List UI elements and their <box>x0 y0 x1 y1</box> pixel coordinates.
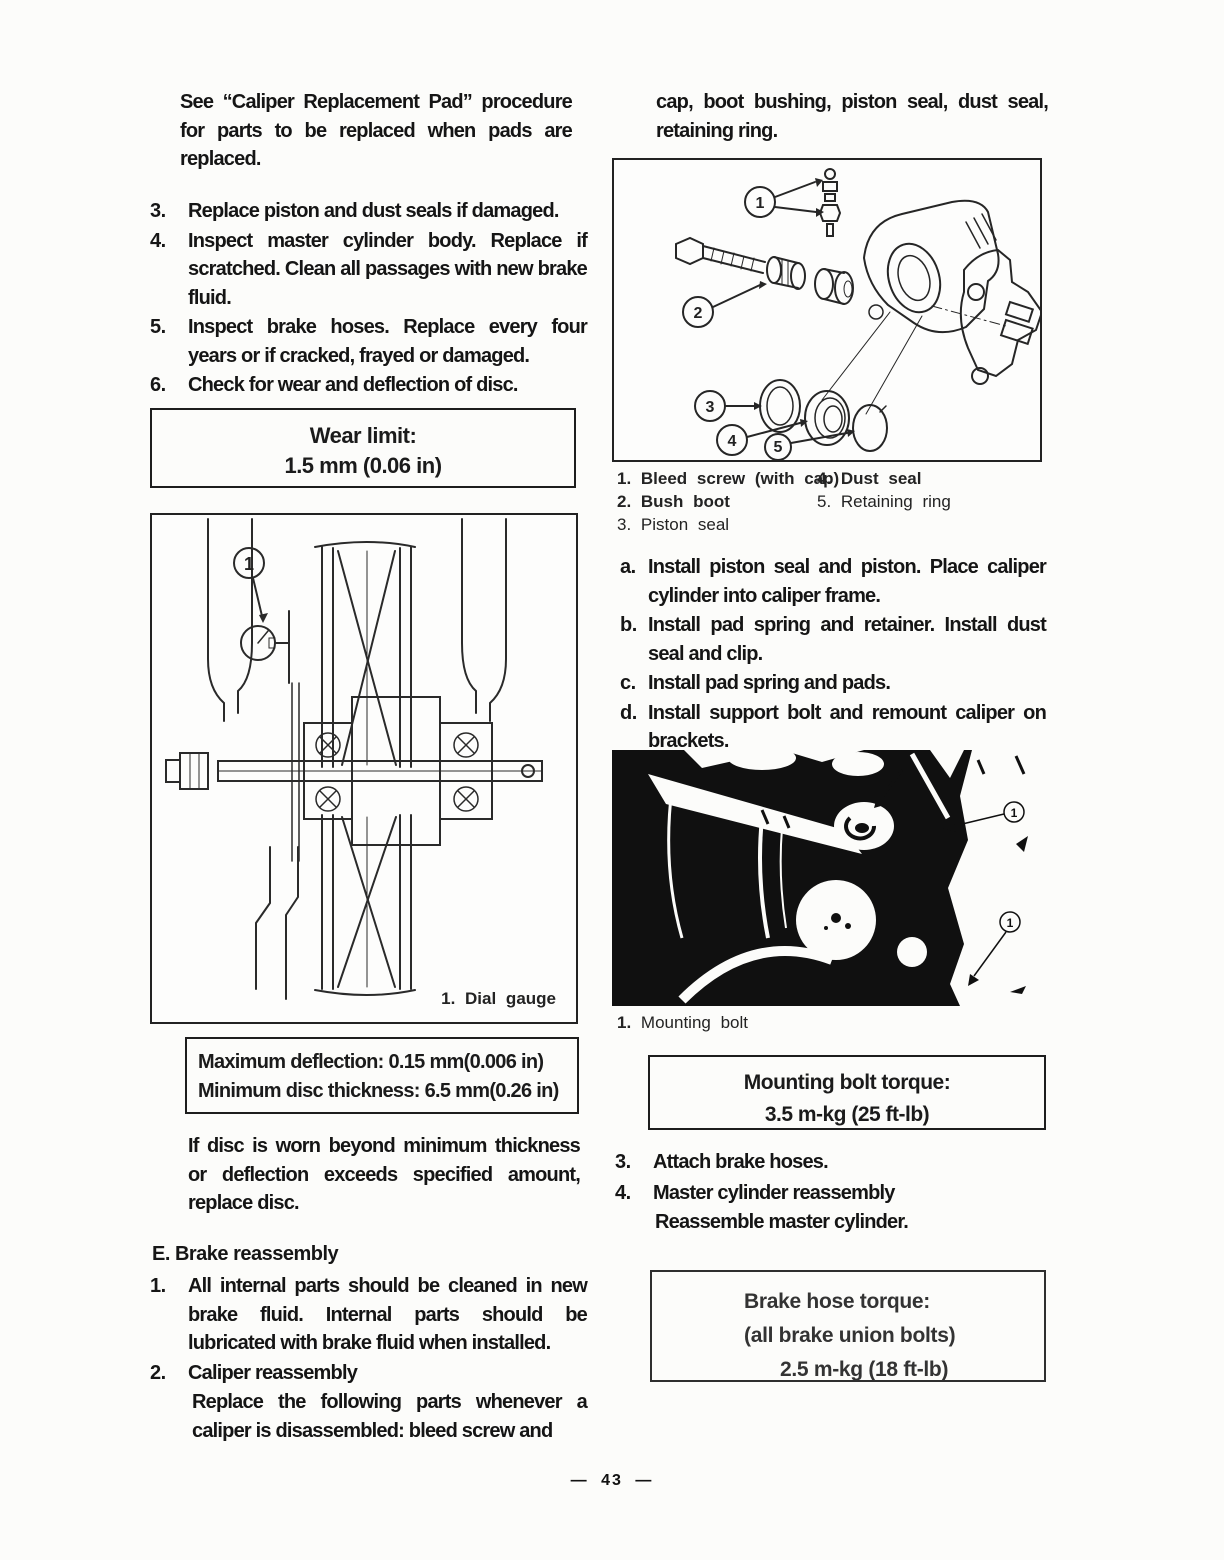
torque-label: Mounting bolt torque: <box>743 1071 951 1094</box>
list-item <box>150 313 587 370</box>
item-text: All internal parts should be cleaned in new brake fluid. Internal parts should be lubricated with brake fluid when installed. <box>188 1275 587 1354</box>
callout-3-icon <box>695 391 754 421</box>
step-letter: b. <box>620 614 637 636</box>
dial-gauge-icon <box>241 626 275 660</box>
list-item <box>150 1272 587 1358</box>
callout-2-label: 2 <box>693 305 703 322</box>
list-item-continuation <box>615 1208 1047 1237</box>
brake-hose-torque-box <box>650 1270 1046 1382</box>
caliper-exploded-figure <box>612 158 1042 462</box>
legend-item: 4. Dust seal <box>817 469 922 488</box>
reassembly-steps <box>620 553 1046 757</box>
wheel-hub-drawing <box>152 515 576 1022</box>
item-text: Attach brake hoses. <box>653 1151 828 1173</box>
callout-5-label: 5 <box>773 439 783 456</box>
item-number: 4. <box>615 1181 631 1204</box>
legend-item: 1. Bleed screw (with cap) <box>617 469 840 488</box>
callout-4-label: 4 <box>727 433 737 450</box>
bleed-screw-parts <box>820 169 840 236</box>
torque-value: 3.5 m-kg (25 ft-lb) <box>764 1103 930 1126</box>
caption-text: Dial gauge <box>465 989 556 1008</box>
item-number: 1. <box>150 1275 166 1297</box>
wear-limit-box <box>150 408 576 488</box>
caliper-photo-halftone <box>612 748 1036 1010</box>
step-item <box>620 611 1046 668</box>
intro-paragraph-left: See “Caliper Replacement Pad” procedure for parts to be replaced when pads are replaced. <box>180 91 572 170</box>
caption-text: Mounting bolt <box>640 1013 748 1032</box>
step-text: Install pad spring and pads. <box>648 672 891 694</box>
reassembly-list <box>150 1272 587 1446</box>
item-number: 6. <box>150 374 166 396</box>
hose-torque-value: 2.5 m-kg (18 ft-lb) <box>780 1358 949 1381</box>
arrowhead <box>259 613 268 623</box>
hose-torque-scope: (all brake union bolts) <box>744 1324 956 1347</box>
step-text: Install piston seal and piston. Place caliper cylinder into caliper frame. <box>648 556 1046 607</box>
hose-torque-label: Brake hose torque: <box>744 1290 930 1313</box>
figure-caption <box>441 988 556 1010</box>
photo-callout-2-label: 1 <box>1006 916 1014 930</box>
photo-callout-2-icon <box>968 912 1020 986</box>
disc-replace-note: If disc is worn beyond minimum thickness or deflection exceeds specified amount, replace disc. <box>188 1135 580 1214</box>
item-number: 3. <box>615 1151 631 1173</box>
inspection-list <box>150 197 587 401</box>
legend-item: 3. Piston seal <box>617 515 730 534</box>
wear-limit-label: Wear limit: <box>309 423 417 448</box>
photo-caption <box>617 1012 748 1034</box>
list-item <box>150 227 587 313</box>
item-number: 3. <box>150 200 166 222</box>
step-item <box>620 699 1046 756</box>
list-item <box>615 1179 1047 1208</box>
support-bolt <box>676 238 765 273</box>
list-item <box>150 1359 587 1388</box>
step-text: Install support bolt and remount caliper on brackets. <box>648 701 1046 752</box>
step-letter: c. <box>620 672 636 694</box>
max-deflection-value: Maximum deflection: 0.15 mm(0.006 in) <box>198 1051 544 1073</box>
list-item <box>150 197 587 226</box>
caption-number: 1. <box>617 1013 632 1032</box>
item-number: 4. <box>150 229 166 252</box>
caliper-body <box>864 201 999 332</box>
page-number: — 43 — <box>570 1472 654 1489</box>
caliper-exploded-drawing <box>614 160 1040 460</box>
item-text: Reassemble master cylinder. <box>655 1211 908 1233</box>
list-item <box>150 371 587 400</box>
item-text: Replace the following parts whenever a caliper is disassembled: bleed screw and <box>192 1391 587 1442</box>
photo-callout-1-label: 1 <box>1010 806 1018 820</box>
min-thickness-value: Minimum disc thickness: 6.5 mm(0.26 in) <box>198 1080 559 1102</box>
final-steps-list <box>615 1148 1047 1238</box>
step-item <box>620 669 1046 698</box>
wear-limit-value: 1.5 mm (0.06 in) <box>284 453 442 478</box>
item-text: Replace piston and dust seals if damaged. <box>188 200 559 222</box>
item-number-spacer <box>615 1208 655 1237</box>
item-number: 5. <box>150 316 166 338</box>
item-text: Master cylinder reassembly <box>653 1181 895 1204</box>
list-item-continuation <box>150 1388 587 1445</box>
boot-bushing <box>767 257 853 304</box>
caption-number: 1. <box>441 989 456 1008</box>
section-heading-brake-reassembly: E. Brake reassembly <box>152 1243 339 1265</box>
legend-item: 5. Retaining ring <box>817 492 951 511</box>
mounting-bolt-torque-box <box>648 1055 1046 1130</box>
step-item <box>620 553 1046 610</box>
callout-3-label: 3 <box>705 399 715 416</box>
legend-item: 2. Bush boot <box>617 492 730 511</box>
intro-paragraph-right: cap, boot bushing, piston seal, dust seal, retaining ring. <box>656 91 1048 142</box>
step-text: Install pad spring and retainer. Install dust seal and clip. <box>648 614 1046 665</box>
callout-1-label: 1 <box>755 195 765 212</box>
item-number: 2. <box>150 1361 166 1384</box>
item-title: Caliper reassembly <box>188 1361 358 1384</box>
item-text: Inspect master cylinder body. Replace if scratched. Clean all passages with new brake fluid. <box>188 229 587 309</box>
item-text: Inspect brake hoses. Replace every four years or if cracked, frayed or damaged. <box>188 316 587 367</box>
deflection-spec-box <box>185 1037 579 1114</box>
step-letter: d. <box>620 701 637 724</box>
item-number-spacer <box>150 1388 192 1445</box>
list-item <box>615 1148 1047 1177</box>
caliper-photo <box>612 748 1036 1010</box>
callout-1-label: 1 <box>243 554 255 574</box>
item-text: Check for wear and deflection of disc. <box>188 374 518 396</box>
step-letter: a. <box>620 556 636 578</box>
wheel-hub-figure <box>150 513 578 1024</box>
